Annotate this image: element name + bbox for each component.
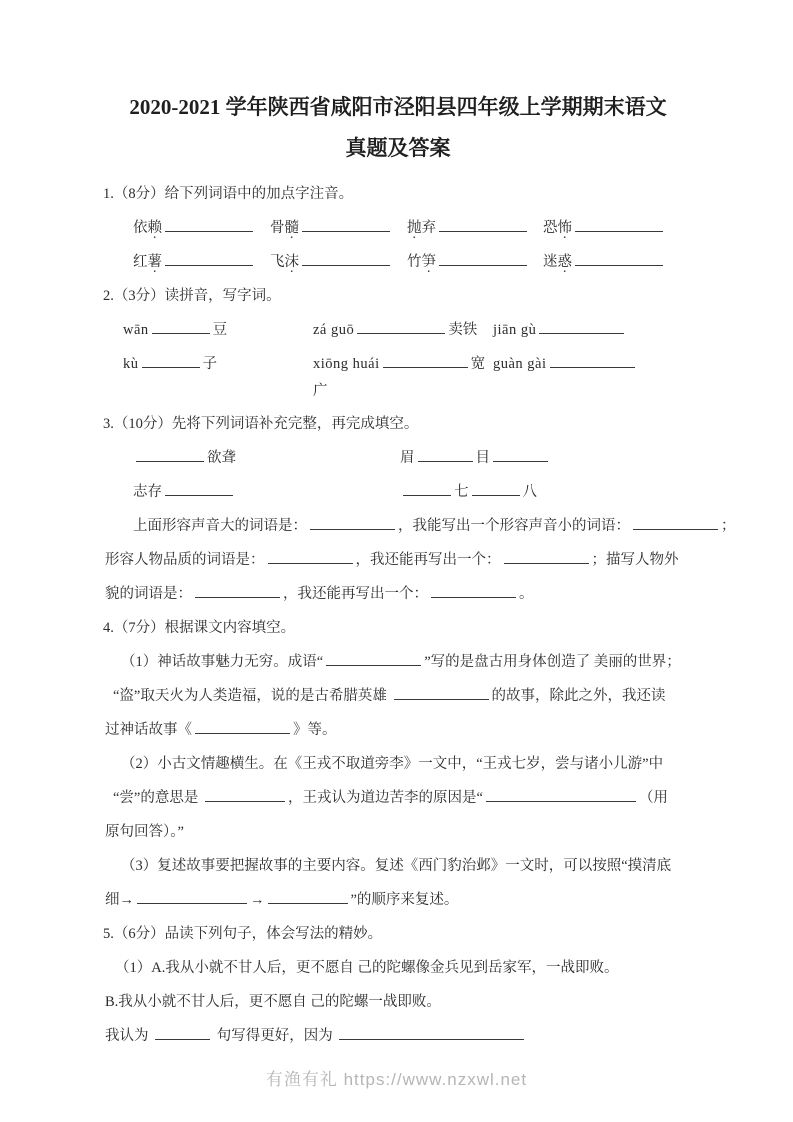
text-segment: 句写得更好，因为 <box>213 1028 337 1044</box>
text-segment: ”写的是盘古用身体创造了 美丽的世界； <box>424 654 681 670</box>
title-line-1: 2020-2021 学年陕西省咸阳市泾阳县四年级上学期期末语文 <box>129 95 667 119</box>
q1-word-kongbu <box>543 211 666 245</box>
q4-para1-line-1 <box>103 645 693 679</box>
dotted-char: 笋 <box>421 254 436 270</box>
word-text: 恐 <box>543 220 558 236</box>
q4-para2-line-1: （2）小古文情趣横生。在《王戎不取道旁李》一文中，“王戎七岁，尝与诸小儿游”中 <box>121 756 664 772</box>
answer-blank <box>575 251 663 267</box>
word-text: 竹 <box>407 254 422 270</box>
word-text: 豆 <box>212 322 228 338</box>
q1-row-1 <box>103 211 693 245</box>
pinyin-text: guàn gài <box>493 356 547 372</box>
q3-row-2 <box>103 475 693 509</box>
text-segment: → <box>250 892 265 908</box>
text-segment: “盗”取天火为人类造福，说的是古希腊英雄 <box>113 688 391 704</box>
text-segment: 。 <box>519 586 534 602</box>
q5-header: 5.（6分）品读下列句子，体会写法的精妙。 <box>103 926 383 942</box>
q3-idiom-meimu <box>400 441 551 475</box>
answer-blank <box>439 217 527 233</box>
word-text: 眉 <box>400 450 415 466</box>
text-segment: ，我还能再写出一个： <box>283 586 428 602</box>
text-segment: ，我能写出一个形容声音小的词语： <box>398 518 630 534</box>
answer-blank <box>539 319 624 335</box>
word-text: 志存 <box>133 484 162 500</box>
dotted-char: 沫 <box>284 254 299 270</box>
dotted-char: 抛 <box>407 220 422 236</box>
q4-header: 4.（7分）根据课文内容填空。 <box>103 620 296 636</box>
answer-blank <box>155 1025 210 1041</box>
text-segment: 过神话故事《 <box>105 722 192 738</box>
answer-blank <box>439 251 527 267</box>
text-segment: ，我还能再写出一个： <box>355 552 501 568</box>
dotted-char: 惑 <box>557 254 572 270</box>
text-segment: 貌的词语是： <box>105 586 192 602</box>
answer-blank <box>165 481 233 497</box>
q1-header: 1.（8分）给下列词语中的加点字注音。 <box>103 186 354 202</box>
q3-fill-line-2 <box>103 543 693 577</box>
q4-para2-line-2 <box>103 781 693 815</box>
answer-blank <box>195 583 280 599</box>
q5-sentence-a: （1）A.我从小就不甘人后，更不愿自 己的陀螺像金兵见到岳家军，一战即败。 <box>115 960 619 976</box>
q2-row-2 <box>103 347 693 381</box>
q4-para3-line-1: （3）复述故事要把握故事的主要内容。复述《西门豹治邺》一文时，可以按照“摸清底 <box>121 858 672 874</box>
answer-blank <box>310 515 395 531</box>
q3-fill-line-3 <box>103 577 693 611</box>
word-text: 子 <box>202 356 217 372</box>
q2-row-3 <box>103 381 693 407</box>
answer-blank <box>165 251 253 267</box>
q1-word-feimo <box>270 245 393 279</box>
answer-blank <box>418 447 473 463</box>
answer-blank <box>205 787 285 803</box>
word-text: 欲聋 <box>207 450 236 466</box>
word-text: 弃 <box>421 220 436 236</box>
q2-item-zaguo <box>313 313 477 347</box>
answer-blank <box>268 889 348 905</box>
pinyin-text: wān <box>123 322 149 338</box>
q4-para2-line-3: 原句回答）。” <box>105 824 184 840</box>
page-title <box>103 92 693 163</box>
answer-blank <box>550 353 635 369</box>
answer-blank <box>302 251 390 267</box>
text-segment: 细→ <box>105 892 134 908</box>
pinyin-text: jiān gù <box>493 322 537 338</box>
q1-word-zhusun <box>407 245 530 279</box>
q3-fill-line-1 <box>103 509 736 543</box>
q1-row-2 <box>103 245 693 279</box>
dotted-char: 怖 <box>557 220 572 236</box>
word-text: 目 <box>475 450 490 466</box>
q3-idiom-yulong <box>133 441 236 475</box>
q2-item-guangai <box>493 347 638 381</box>
q3-idiom-qiba <box>400 475 537 509</box>
answer-blank <box>383 353 468 369</box>
answer-blank <box>575 217 663 233</box>
pinyin-text: xiōng huái <box>313 356 380 372</box>
answer-blank <box>504 549 589 565</box>
answer-blank <box>165 217 253 233</box>
q2-item-kuzi <box>123 347 217 381</box>
q2-item-wandou <box>123 313 227 347</box>
answer-blank <box>339 1025 524 1041</box>
q3-row-1 <box>103 441 693 475</box>
answer-blank <box>493 447 548 463</box>
text-segment: ；描写人物外 <box>591 552 679 568</box>
q1-word-mihuo <box>543 245 666 279</box>
answer-blank <box>472 481 520 497</box>
q1-word-hongshu <box>133 245 256 279</box>
q1-word-gusui <box>270 211 393 245</box>
text-segment: ”的顺序来复述。 <box>350 892 459 908</box>
answer-blank <box>152 319 210 335</box>
text-segment: ，王戎认为道边苦李的原因是“ <box>288 790 483 806</box>
text-segment: 形容人物品质的词语是： <box>105 552 265 568</box>
q3-header: 3.（10分）先将下列词语补充完整，再完成填空。 <box>103 416 419 432</box>
answer-blank <box>486 787 636 803</box>
title-line-2: 真题及答案 <box>345 136 451 160</box>
q2-wrap-char: 广 <box>313 383 328 399</box>
answer-blank <box>302 217 390 233</box>
word-text: 卖铁 <box>448 322 478 338</box>
text-segment: “尝”的意思是 <box>113 790 202 806</box>
word-text: 八 <box>522 484 537 500</box>
text-segment: 》等。 <box>293 722 337 738</box>
dotted-char: 赖 <box>147 220 162 236</box>
q2-item-jiangu <box>493 313 627 347</box>
q3-idiom-zhicun <box>133 475 236 509</box>
text-segment: 上面形容声音大的词语是： <box>133 518 307 534</box>
word-text: 七 <box>454 484 469 500</box>
q4-para3-line-2 <box>103 883 693 917</box>
q1-word-yilai <box>133 211 256 245</box>
word-text: 宽 <box>470 356 486 372</box>
answer-blank <box>142 353 200 369</box>
word-text: 依 <box>133 220 148 236</box>
dotted-char: 髓 <box>284 220 299 236</box>
answer-blank <box>195 719 290 735</box>
word-text: 骨 <box>270 220 285 236</box>
q1-word-paoqi <box>407 211 530 245</box>
q4-para1-line-3 <box>103 713 693 747</box>
watermark-footer: 有渔有礼 https://www.nzxwl.net <box>265 1070 528 1089</box>
word-text: 飞 <box>270 254 285 270</box>
answer-blank <box>136 447 204 463</box>
q5-sentence-b: B.我从小就不甘人后，更不愿自 己的陀螺一战即败。 <box>105 994 441 1010</box>
answer-blank <box>137 889 247 905</box>
pinyin-text: zá guō <box>313 322 355 338</box>
answer-blank <box>633 515 718 531</box>
dotted-char: 薯 <box>147 254 162 270</box>
q2-header: 2.（3分）读拼音，写字词。 <box>103 288 281 304</box>
q5-answer-line <box>103 1019 693 1053</box>
word-text: 迷 <box>543 254 558 270</box>
word-text: 红 <box>133 254 148 270</box>
text-segment: （用 <box>638 790 668 806</box>
text-segment: ； <box>721 518 736 534</box>
answer-blank <box>431 583 516 599</box>
text-segment: 我认为 <box>105 1028 153 1044</box>
answer-blank <box>394 685 489 701</box>
answer-blank <box>357 319 445 335</box>
q2-item-xionghuai <box>313 347 485 381</box>
text-segment: 的故事，除此之外，我还读 <box>491 688 666 704</box>
pinyin-text: kù <box>123 356 139 372</box>
answer-blank <box>268 549 353 565</box>
answer-blank <box>403 481 451 497</box>
q4-para1-line-2 <box>103 679 693 713</box>
q2-row-1 <box>103 313 693 347</box>
answer-blank <box>326 651 421 667</box>
text-segment: （1）神话故事魅力无穷。成语“ <box>121 654 324 670</box>
